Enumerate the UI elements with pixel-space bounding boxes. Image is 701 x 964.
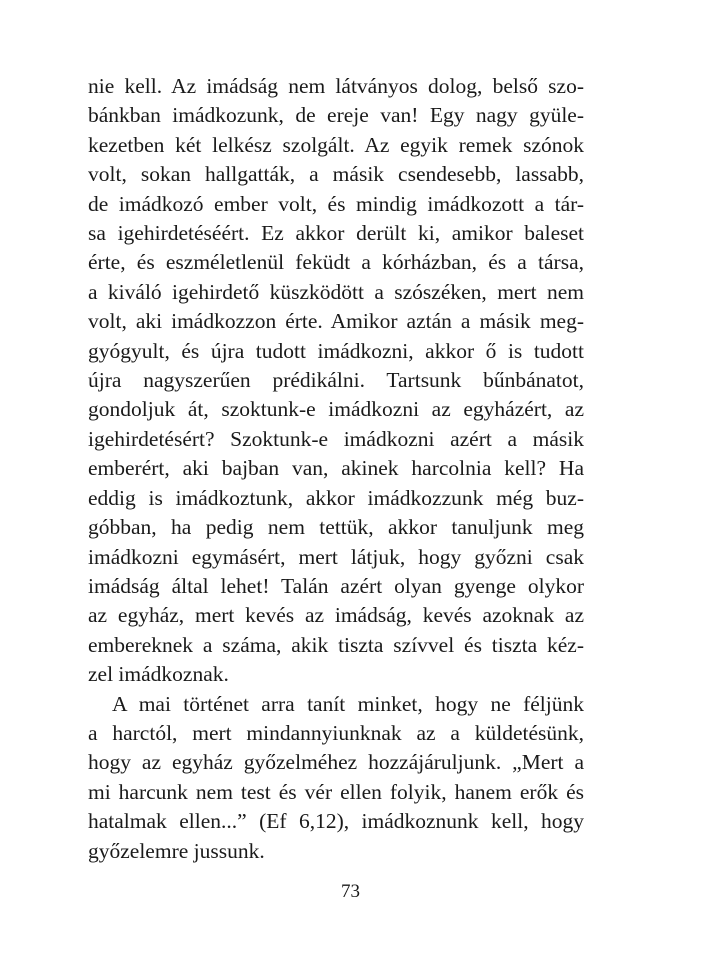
- text-line: a harctól, mert mindannyiunknak az a küldetésünk,: [88, 720, 584, 745]
- text-line: győzelemre jussunk.: [88, 838, 265, 863]
- text-line: bánkban imádkozunk, de ereje van! Egy nagy gyüle-: [88, 103, 584, 128]
- text-line: nie kell. Az imádság nem látványos dolog, belső szo-: [88, 74, 584, 98]
- text-line: sa igehirdetéséért. Ez akkor derült ki, amikor baleset: [88, 221, 584, 246]
- text-line: de imádkozó ember volt, és mindig imádkozott a tár-: [88, 191, 584, 216]
- text-line: kezetben két lelkész szolgált. Az egyik remek szónok: [88, 132, 584, 157]
- page-number: 73: [341, 881, 360, 902]
- text-line: volt, sokan hallgatták, a másik csendesebb, lassabb,: [88, 162, 584, 187]
- text-line: eddig is imádkoztunk, akkor imádkozzunk még buz-: [88, 485, 584, 510]
- paragraph: [88, 690, 584, 866]
- text-line: érte, és eszméletlenül feküdt a kórházban, és a társa,: [88, 250, 584, 275]
- paragraph: [88, 72, 584, 690]
- text-line: emberért, aki bajban van, akinek harcolnia kell? Ha: [88, 456, 584, 481]
- text-line: újra nagyszerűen prédikálni. Tartsunk bűnbánatot,: [88, 368, 584, 393]
- text-line: hatalmak ellen...” (Ef 6,12), imádkoznunk kell, hogy: [88, 809, 584, 834]
- text-line: A mai történet arra tanít minket, hogy ne féljünk: [112, 691, 584, 716]
- text-line: embereknek a száma, akik tiszta szívvel és tiszta kéz-: [88, 632, 584, 657]
- text-line: igehirdetésért? Szoktunk-e imádkozni azért a másik: [88, 426, 584, 451]
- text-line: imádkozni egymásért, mert látjuk, hogy győzni csak: [88, 544, 584, 569]
- text-line: gyógyult, és újra tudott imádkozni, akkor ő is tudott: [88, 338, 584, 363]
- text-line: imádság által lehet! Talán azért olyan gyenge olykor: [88, 573, 584, 598]
- text-line: volt, aki imádkozzon érte. Amikor aztán a másik meg-: [88, 309, 584, 334]
- text-line: góbban, ha pedig nem tettük, akkor tanuljunk meg: [88, 515, 584, 540]
- text-line: az egyház, mert kevés az imádság, kevés azoknak az: [88, 603, 584, 628]
- text-line: a kiváló igehirdető küszködött a szószéken, mert nem: [88, 279, 584, 304]
- text-line: hogy az egyház győzelméhez hozzájáruljunk. „Mert a: [88, 750, 584, 775]
- text-line: zel imádkoznak.: [88, 662, 229, 687]
- body-text: [88, 72, 584, 866]
- text-line: mi harcunk nem test és vér ellen folyik, hanem erők és: [88, 779, 584, 804]
- text-line: gondoljuk át, szoktunk-e imádkozni az egyházért, az: [88, 397, 584, 422]
